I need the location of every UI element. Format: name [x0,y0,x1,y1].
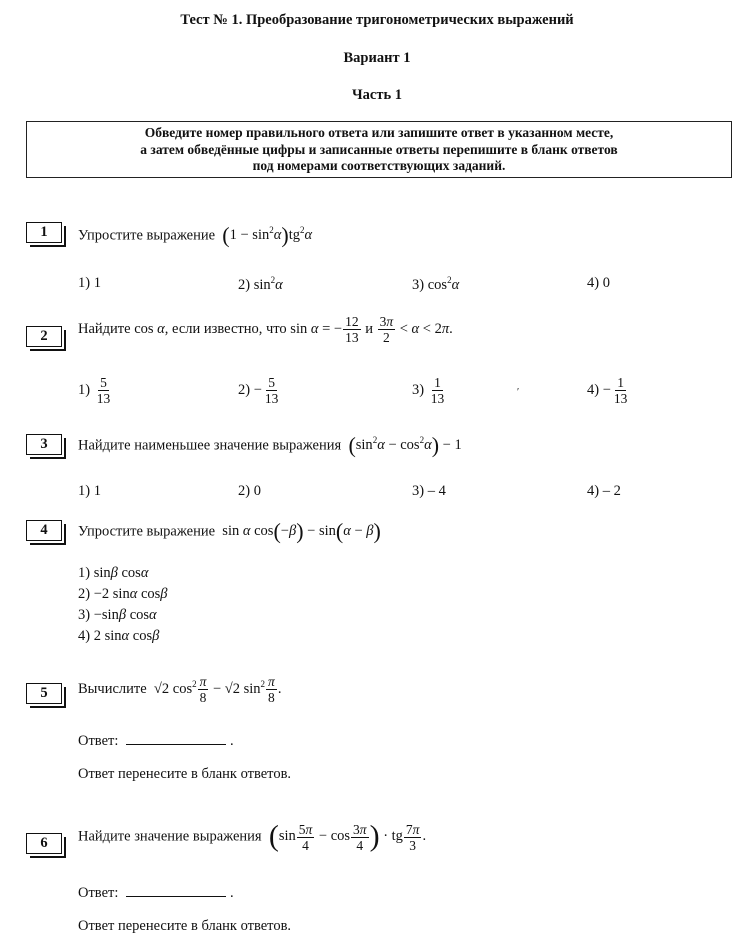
part-heading: Часть 1 [352,87,402,103]
task-2-prompt: Найдите cos α, если известно, что sin α = − $\frac{12}{13}$ и $\frac{3\pi}{2}$ < α < 2π. [78,314,453,345]
task-1-prompt [78,223,312,249]
page-title: Тест № 1. Преобразование тригонометрических выражений [180,12,574,28]
instructions-line-3: под номерами соответствующих заданий. [252,158,506,173]
task-5-prompt-text: Вычислите [78,680,147,697]
task-6-prompt-text: Найдите значение выражения [78,828,262,845]
task-3-expression: $(\sin^2\alpha - \cos^2\alpha) - 1$ [348,433,462,458]
task-6-prompt [78,820,426,854]
task-5-answer-field[interactable] [126,732,226,745]
task-4-option-3[interactable]: 3) −sinβ cosα [78,607,157,623]
task-3-prompt-text: Найдите наименьшее значение выражения [78,437,342,454]
task-2-option-4[interactable]: 4) − $\frac{1}{13}$ [587,375,628,406]
task-number-2: 2 [26,326,62,347]
task-number-1: 1 [26,222,62,243]
task-2-prompt-and: и [365,320,373,337]
task-3-option-2[interactable]: 2) 0 [238,483,261,499]
task-6-answer-field[interactable] [126,884,226,897]
task-3-option-1[interactable]: 1) 1 [78,483,101,499]
task-1-prompt-text: Упростите выражение [78,227,216,244]
task-2-prompt-text: Найдите [78,320,131,337]
task-3-prompt [78,433,462,459]
task-number-4: 4 [26,520,62,541]
task-number-3: 3 [26,434,62,455]
stray-mark: ʹ [517,387,520,398]
task-1-expression: $(1 - \sin^2\alpha)tg^2\alpha$ [222,223,313,248]
task-2-option-1[interactable]: 1) $\frac{5}{13}$ [78,375,111,406]
task-3-option-4[interactable]: 4) – 2 [587,483,621,499]
task-6-transfer-note: Ответ перенесите в бланк ответов. [78,918,292,934]
task-6-answer: Ответ: . [78,885,234,901]
task-2-option-2[interactable]: 2) − $\frac{5}{13}$ [238,375,279,406]
task-1-option-3[interactable]: 3) $\cos^2\alpha$ [412,275,460,293]
task-5-expression: √2 $\cos^2$ $\frac{\pi}{8}$ − √2 $\sin^2$ $\frac{\pi}{8}$ . [153,674,282,705]
task-5-transfer-note: Ответ перенесите в бланк ответов. [78,766,292,782]
task-2-prompt-mid: , если известно, что [164,320,287,337]
instructions-line-1: Обведите номер правильного ответа или запишите ответ в указанном месте, [144,125,614,140]
task-1-option-4[interactable]: 4) 0 [587,275,610,291]
task-number-5: 5 [26,683,62,704]
task-4-option-2[interactable]: 2) −2 sinα cosβ [78,586,168,602]
task-5-answer: Ответ: . [78,733,234,749]
task-5-prompt [78,674,281,705]
task-1-option-2[interactable]: 2) $\sin^2\alpha$ [238,275,283,293]
task-4-prompt [78,519,381,545]
task-6-answer-label: Ответ: [78,885,119,901]
task-2-option-3[interactable]: 3) $\frac{1}{13}$ [412,375,445,406]
task-3-option-3[interactable]: 3) – 4 [412,483,446,499]
variant-heading: Вариант 1 [343,50,411,66]
instructions-line-2: а затем обведённые цифры и записанные ответы перепишите в бланк ответов [140,141,618,157]
task-4-expression: sin α cos(−β) − sin(α − β) [222,519,381,544]
task-5-answer-label: Ответ: [78,733,119,749]
task-4-option-1[interactable]: 1) sinβ cosα [78,565,149,581]
task-1-option-1[interactable]: 1) 1 [78,275,101,291]
task-4-option-4[interactable]: 4) 2 sinα cosβ [78,628,160,644]
task-number-6: 6 [26,833,62,854]
task-4-prompt-text: Упростите выражение [78,523,216,540]
instructions-box [26,121,732,178]
task-6-expression: (sin $\frac{5\pi}{4}$ − cos $\frac{3\pi}{4}$ ) · tg $\frac{7\pi}{3}$ . [268,820,427,853]
